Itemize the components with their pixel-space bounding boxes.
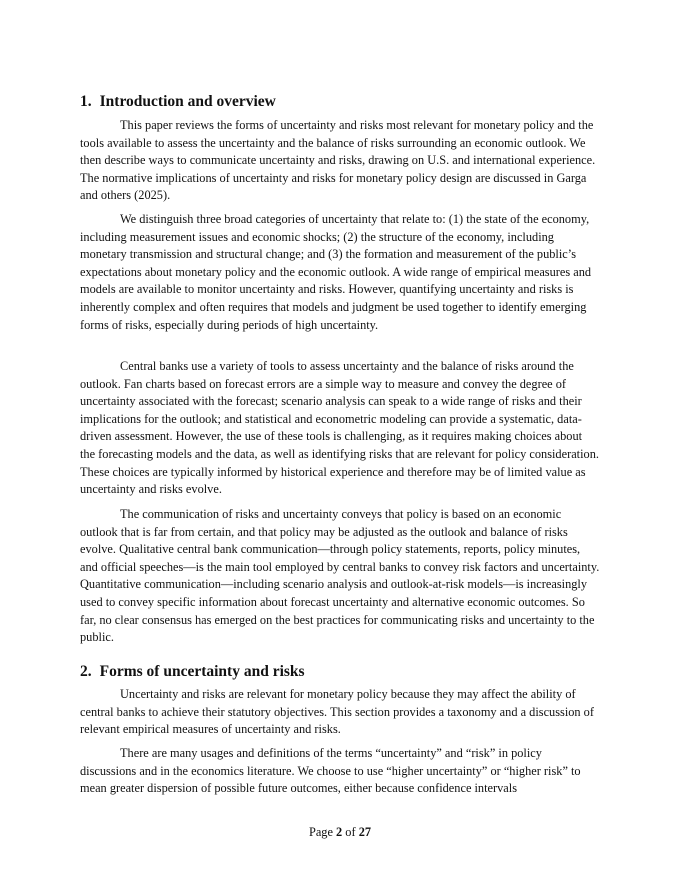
paragraph: Central banks use a variety of tools to assess uncertainty and the balance of risks around the outlook. Fan charts based on forecast errors are a simple way to measure and convey the degree of uncertainty associated with the forecast; scenario analysis can speak to a wide range of risks and their implications for the outlook; and statistical and econometric modeling can provide a systematic, data-driven assessment. However, the use of these tools is challenging, as it requires making choices about the forecasting models and the data, as well as identifying risks that are relevant for policy consideration. These choices are typically informed by historical experience and therefore may be of limited value as uncertainty and risks evolve. bbox=[80, 359, 599, 497]
section-title: Forms of uncertainty and risks bbox=[99, 663, 305, 680]
section-heading-forms-of-uncertainty bbox=[80, 662, 305, 682]
page-footer bbox=[0, 824, 680, 840]
current-page-number: 2 bbox=[336, 825, 343, 839]
paragraph: Uncertainty and risks are relevant for monetary policy because they may affect the ability of central banks to achieve their statutory objectives. This section provides a taxonomy and a discussion of relevant empirical measures of uncertainty and risks. bbox=[80, 687, 594, 737]
section-number: 1. bbox=[80, 93, 92, 110]
section-heading-introduction bbox=[80, 92, 276, 112]
paragraph: We distinguish three broad categories of uncertainty that relate to: (1) the state of the economy, including measurement issues and economic shocks; (2) the structure of the economy, including monetary transmission and structural change; and (3) the formation and measurement of the public’s expectations about monetary policy and the economic outlook. A wide range of empirical measures and models are available to monitor uncertainty and risks. However, quantifying uncertainty and risks is inherently complex and often requires that models and judgment be used together to identify emerging forms of risks, especially during periods of high uncertainty. bbox=[80, 212, 592, 332]
total-page-number: 27 bbox=[358, 825, 372, 839]
paragraph: The communication of risks and uncertainty conveys that policy is based on an economic outlook that is far from certain, and that policy may be adjusted as the outlook and balance of risks evolve. Qualitative central bank communication—through policy statements, reports, policy minutes, and official speeches—is the main tool employed by central banks to convey risk factors and uncertainty. Quantitative communication—including scenario analysis and outlook-at-risk models—is increasingly used to convey specific information about forecast uncertainty and alternative economic outcomes. So far, no clear consensus has emerged on the best practices for communicating risks and uncertainty to the public. bbox=[80, 507, 600, 645]
page-of-label: of bbox=[342, 825, 359, 839]
paragraph: There are many usages and definitions of the terms “uncertainty” and “risk” in policy discussions and in the economics literature. We choose to use “higher uncertainty” or “higher risk” to mean greater dispersion of possible future outcomes, either because confidence intervals bbox=[80, 746, 581, 796]
paragraph: This paper reviews the forms of uncertainty and risks most relevant for monetary policy and the tools available to assess the uncertainty and the balance of risks surrounding an economic outlook. We then describe ways to communicate uncertainty and risks, drawing on U.S. and international experience. The normative implications of uncertainty and risks for monetary policy design are discussed in Garga and others (2025). bbox=[80, 118, 596, 203]
section-number: 2. bbox=[80, 663, 92, 680]
page-label: Page bbox=[308, 825, 337, 839]
section-title: Introduction and overview bbox=[99, 93, 276, 110]
